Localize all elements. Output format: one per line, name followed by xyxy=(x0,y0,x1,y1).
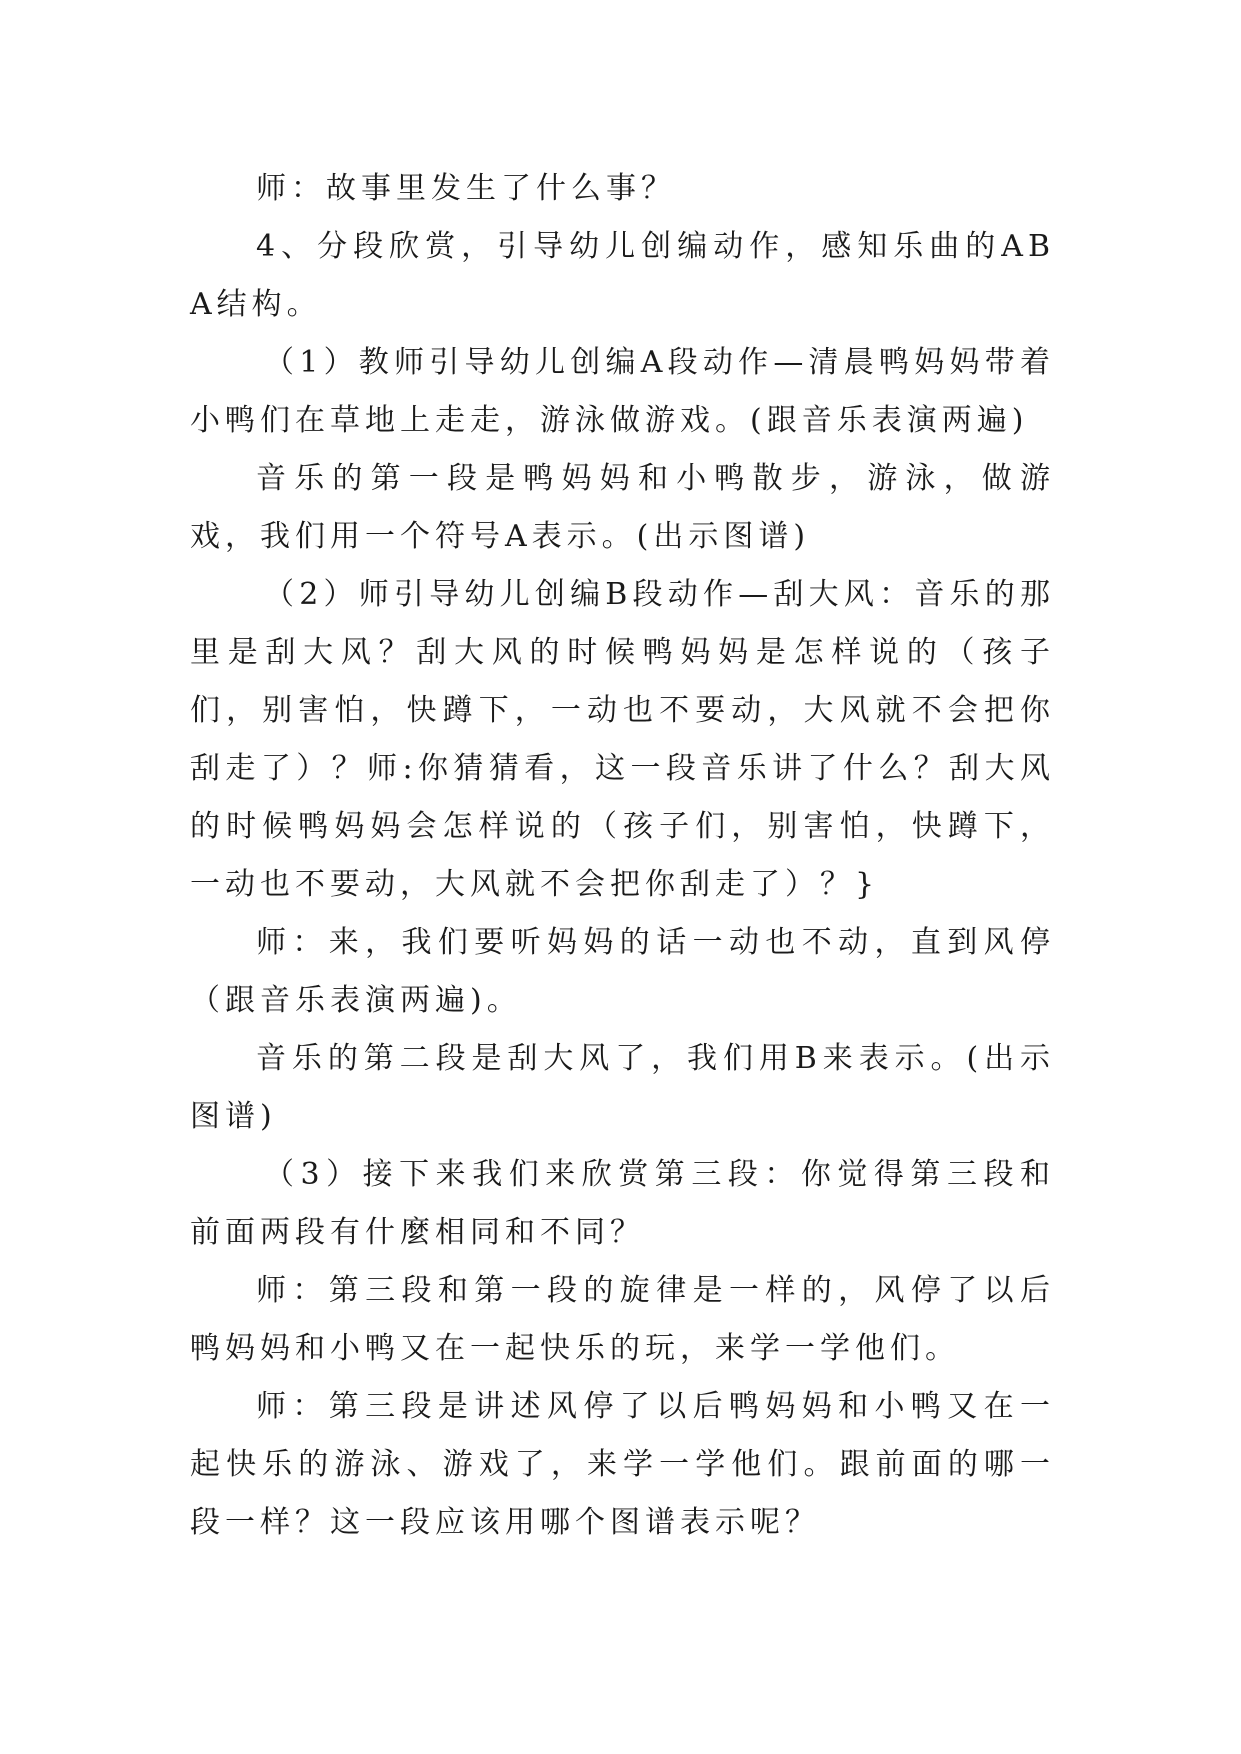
document-page xyxy=(190,160,1055,1552)
paragraph-section-c: （3）接下来我们来欣赏第三段：你觉得第三段和前面两段有什麼相同和不同？ xyxy=(190,1157,1055,1250)
paragraph-section-b-symbol: 音乐的第二段是刮大风了，我们用B来表示。(出示图谱) xyxy=(190,1041,1055,1134)
paragraph-section-c-melody: 师：第三段和第一段的旋律是一样的，风停了以后鸭妈妈和小鸭又在一起快乐的玩，来学一学他们。 xyxy=(190,1273,1055,1366)
paragraph-section-c-symbol: 师：第三段是讲述风停了以后鸭妈妈和小鸭又在一起快乐的游泳、游戏了，来学一学他们。跟前面的哪一段一样？这一段应该用哪个图谱表示呢？ xyxy=(190,1389,1055,1540)
paragraph-section-b: （2）师引导幼儿创编B段动作—刮大风：音乐的那里是刮大风？刮大风的时候鸭妈妈是怎样说的（孩子们，别害怕，快蹲下，一动也不要动，大风就不会把你刮走了）？师:你猜猜看，这一段音乐讲了什么？刮大风的时候鸭妈妈会怎样说的（孩子们，别害怕，快蹲下，一动也不要动，大风就不会把你刮走了）？} xyxy=(190,577,1055,902)
paragraph-step-4: 4、分段欣赏，引导幼儿创编动作，感知乐曲的ABA结构。 xyxy=(190,229,1055,322)
paragraph-question: 师：故事里发生了什么事？ xyxy=(256,171,676,206)
paragraph-section-a-symbol: 音乐的第一段是鸭妈妈和小鸭散步，游泳，做游戏，我们用一个符号A表示。(出示图谱) xyxy=(190,461,1055,554)
paragraph-section-a: （1）教师引导幼儿创编A段动作—清晨鸭妈妈带着小鸭们在草地上走走，游泳做游戏。(跟音乐表演两遍) xyxy=(190,345,1055,438)
paragraph-section-b-action: 师：来，我们要听妈妈的话一动也不动，直到风停（跟音乐表演两遍)。 xyxy=(190,925,1055,1018)
